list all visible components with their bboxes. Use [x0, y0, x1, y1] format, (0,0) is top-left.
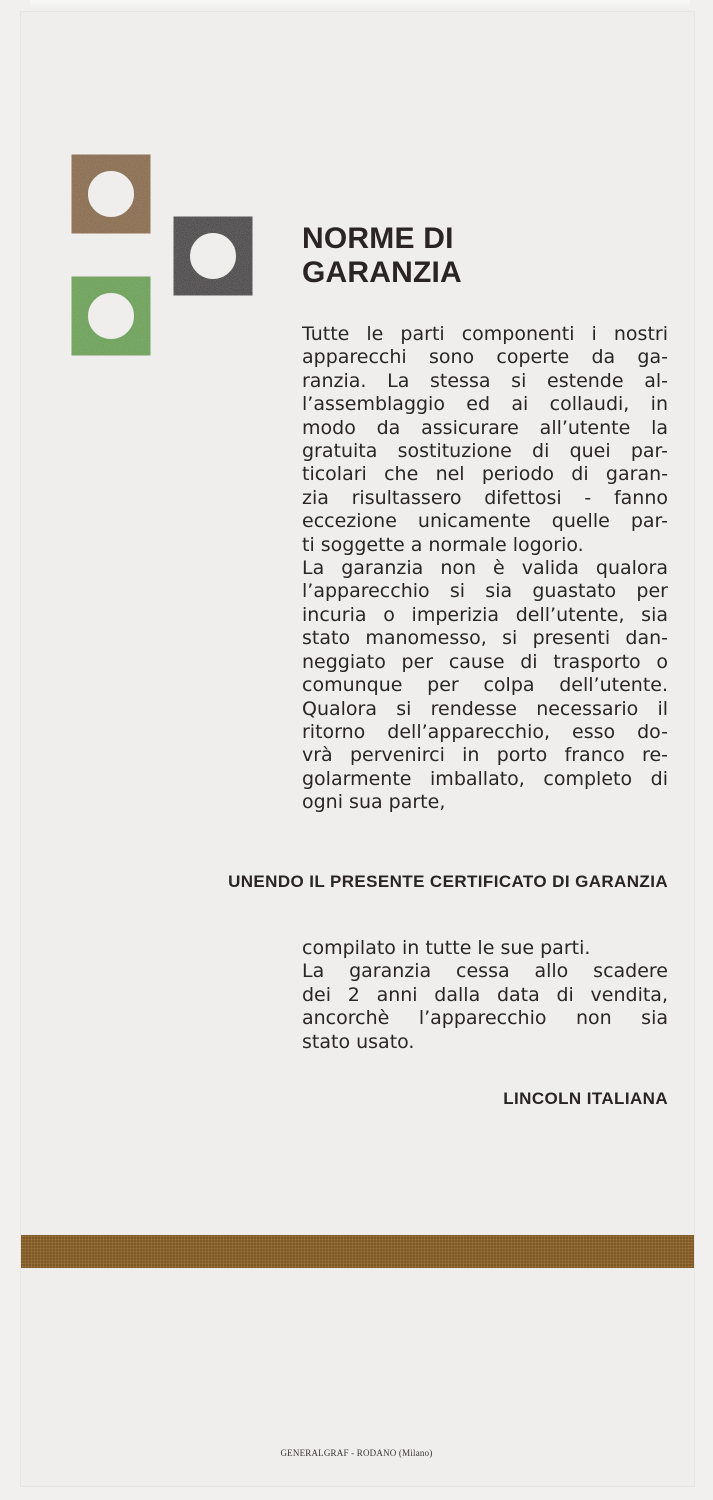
brown-ring [72, 155, 151, 234]
green-ring [72, 277, 151, 356]
text-line: modo da assicurare all’utente la [302, 416, 668, 439]
text-line: ancorchè l’apparecchio non sia [302, 1007, 668, 1030]
text-line: neggiato per cause di trasporto o [302, 650, 668, 673]
warranty-terms-paragraph [302, 323, 668, 815]
text-line: apparecchi sono coperte da ga- [302, 346, 668, 369]
company-signature: LINCOLN ITALIANA [503, 1089, 668, 1108]
text-line: dei 2 anni dalla data di vendita, [302, 983, 668, 1006]
printer-credit: GENERALGRAF - RODANO (Milano) [280, 1448, 433, 1458]
text-line: ticolari che nel periodo di garan- [302, 463, 668, 486]
warranty-validity-paragraph [302, 937, 668, 1054]
text-line: l’assemblaggio ed ai collaudi, in [302, 393, 668, 416]
text-line: stato manomesso, si presenti dan- [302, 627, 668, 650]
certificate-declaration: UNENDO IL PRESENTE CERTIFICATO DI GARANZIA [228, 872, 668, 891]
black-ring [174, 217, 253, 296]
accent-bar [21, 1235, 694, 1268]
text-line: La garanzia non è valida qualora [302, 557, 668, 580]
text-line: golarmente imballato, completo di [302, 767, 668, 790]
text-line: gratuita sostituzione di quei par- [302, 440, 668, 463]
text-line: vrà pervenirci in porto franco re- [302, 744, 668, 767]
title-line-1: NORME DI [302, 222, 454, 255]
text-line: ogni sua parte, [302, 791, 446, 814]
rings-logo [55, 138, 275, 378]
text-line: zia risultassero difettosi - fanno [302, 486, 668, 509]
text-line: compilato in tutte le sue parti. [302, 937, 591, 959]
title-line-2: GARANZIA [302, 256, 462, 289]
text-line: l’apparecchio si sia guastato per [302, 580, 668, 603]
text-line: La garanzia cessa allo scadere [302, 960, 668, 983]
sheet-edge [30, 0, 690, 12]
text-line: ritorno dell’apparecchio, esso do- [302, 720, 668, 743]
text-line: stato usato. [302, 1030, 415, 1053]
page-title [302, 222, 462, 290]
text-line: comunque per colpa dell’utente. [302, 674, 668, 697]
text-line: ti soggette a normale logorio. [302, 533, 584, 556]
text-line: Qualora si rendesse necessario il [302, 697, 668, 720]
text-line: Tutte le parti componenti i nostri [302, 323, 668, 345]
text-line: ranzia. La stessa si estende al- [302, 369, 668, 392]
text-line: eccezione unicamente quelle par- [302, 510, 668, 533]
text-line: incuria o imperizia dell’utente, sia [302, 603, 668, 626]
